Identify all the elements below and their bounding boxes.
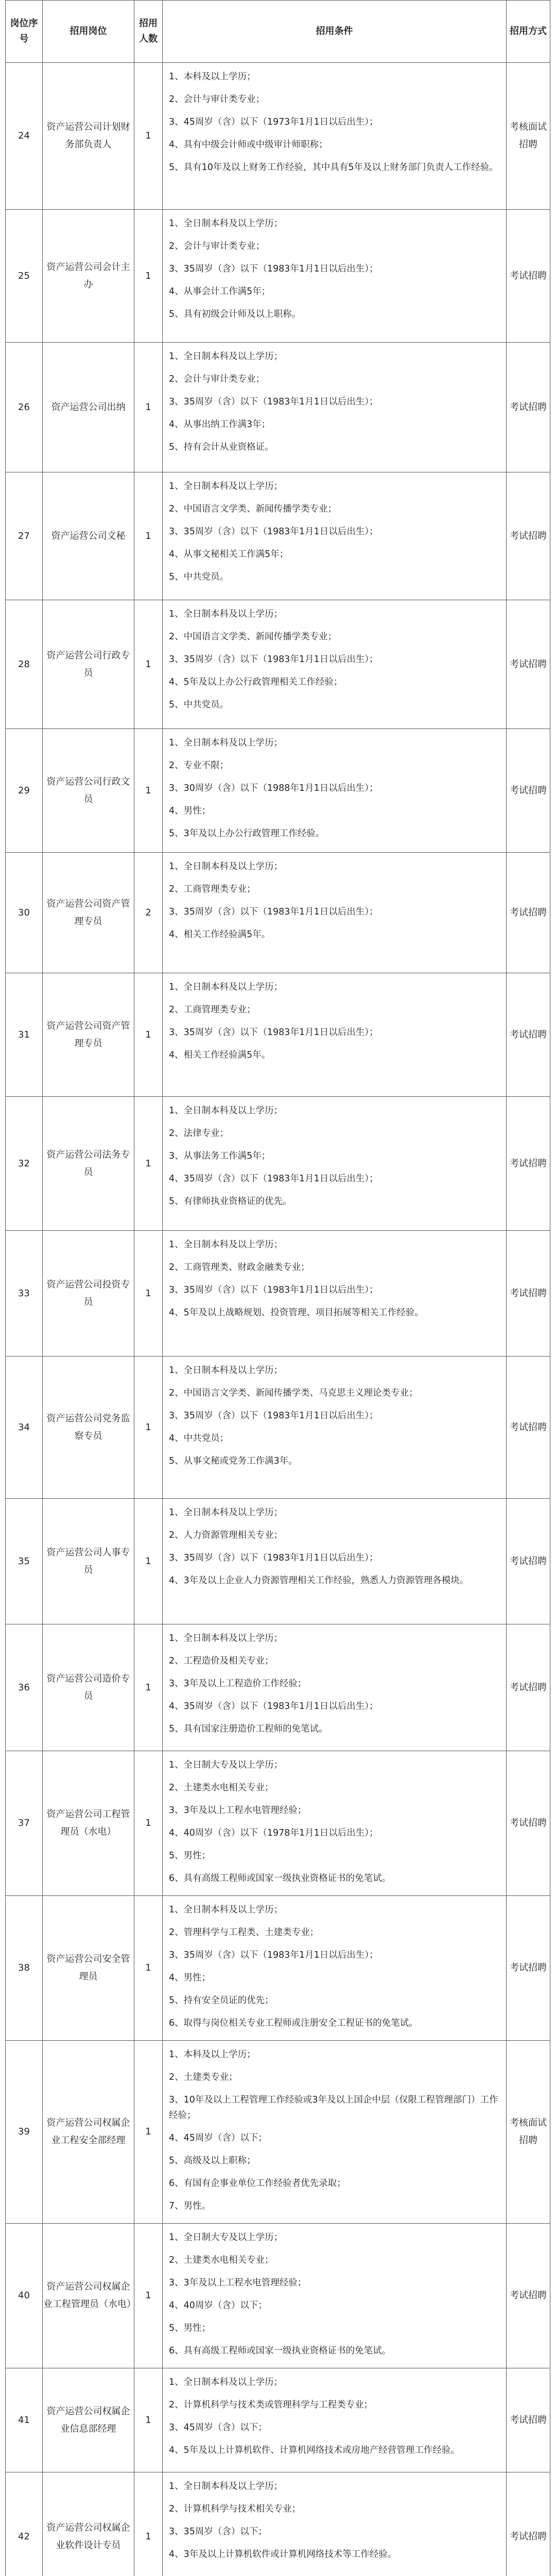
condition-line: 1、全日制本科及以上学历；	[169, 1633, 283, 1643]
position-no-cell-text: 36	[18, 1682, 30, 1693]
method-cell-text: 考试招聘	[510, 1158, 547, 1169]
position-name-cell-text: 资产运营公司党务监察专员	[46, 1413, 130, 1442]
position-no-cell-text: 39	[18, 2126, 30, 2137]
condition-line: 3、45周岁（含）以下；	[169, 2422, 267, 2433]
method-cell-text: 考试招聘	[510, 1555, 547, 1567]
position-name-cell	[43, 600, 134, 729]
condition-line: 2、计算机科学与技术类或管理科学与工程类专业；	[169, 2400, 373, 2410]
headcount-cell-text: 1	[145, 130, 151, 141]
condition-line: 4、相关工作经验满5年。	[169, 929, 271, 940]
method-cell-text: 考试招聘	[510, 1421, 547, 1433]
method-cell	[507, 973, 550, 1097]
headcount-cell	[134, 1357, 163, 1499]
condition-line: 1、全日制大专及以上学历；	[169, 1760, 283, 1770]
position-no-cell-text: 42	[18, 2531, 30, 2542]
position-name-cell	[43, 472, 134, 600]
method-cell	[507, 853, 550, 973]
position-name-cell-text: 资产运营公司权属企业软件设计专员	[46, 2522, 130, 2551]
headcount-cell-text: 1	[145, 1682, 151, 1693]
condition-line: 2、法律专业；	[169, 1128, 229, 1139]
table-row	[6, 729, 550, 853]
headcount-cell	[134, 1751, 163, 1896]
condition-line: 5、高级及以上职称；	[169, 2156, 256, 2166]
position-no-cell-text: 40	[18, 2290, 30, 2301]
condition-line: 3、从事法务工作满5年；	[169, 1151, 271, 1161]
table-row	[6, 1499, 550, 1624]
condition-line: 4、40周岁（含）以下（1978年1月1日以后出生）；	[169, 1828, 378, 1838]
headcount-cell	[134, 1499, 163, 1624]
condition-line: 4、从事会计工作满5年；	[169, 286, 271, 297]
table-row	[6, 973, 550, 1097]
position-no-cell	[6, 1499, 43, 1624]
position-name-cell	[43, 973, 134, 1097]
condition-line: 4、3年及以上计算机软件或计算机网络技术等工作经验。	[169, 2549, 397, 2560]
position-no-cell-text: 33	[18, 1287, 30, 1299]
condition-line: 1、本科及以上学历；	[169, 72, 256, 82]
method-cell-text: 考核面试招聘	[510, 122, 547, 150]
condition-line: 4、5年及以上计算机软件、计算机网络技术或房地产经营管理工作经验。	[169, 2445, 460, 2455]
header-position-no: 岗位序号	[6, 1, 43, 63]
position-name-cell-text: 资产运营公司造价专员	[46, 1673, 130, 1702]
position-no-cell	[6, 2368, 43, 2472]
condition-line: 4、从事文秘相关工作满5年；	[169, 549, 289, 560]
condition-line: 2、专业不限；	[169, 760, 229, 771]
position-name-cell	[43, 2224, 134, 2368]
position-name-cell	[43, 2368, 134, 2472]
condition-line: 5、持有会计从业资格证。	[169, 442, 274, 452]
method-cell	[507, 343, 550, 472]
condition-line: 3、35周岁（含）以下（1983年1月1日以后出生）；	[169, 1285, 378, 1295]
conditions-cell	[163, 210, 507, 343]
method-cell	[507, 600, 550, 729]
header-method: 招用方式	[507, 1, 550, 63]
condition-line: 5、有律师执业资格证的优先。	[169, 1196, 292, 1207]
method-cell	[507, 1357, 550, 1499]
table-row	[6, 210, 550, 343]
method-cell	[507, 1231, 550, 1357]
method-cell	[507, 472, 550, 600]
condition-line: 1、全日制本科及以上学历；	[169, 982, 283, 992]
condition-line: 1、全日制本科及以上学历；	[169, 1365, 283, 1376]
condition-line: 1、全日制本科及以上学历；	[169, 1240, 283, 1250]
header-count: 招用人数	[134, 1, 163, 63]
condition-line: 2、土建类水电相关专业；	[169, 1783, 274, 1793]
conditions-cell	[163, 1624, 507, 1751]
headcount-cell	[134, 63, 163, 210]
position-name-cell	[43, 210, 134, 343]
position-no-cell-text: 38	[18, 1962, 30, 1973]
position-no-cell-text: 27	[18, 530, 30, 541]
position-no-cell	[6, 1357, 43, 1499]
position-no-cell	[6, 63, 43, 210]
position-no-cell-text: 24	[18, 130, 30, 141]
condition-line: 5、男性；	[169, 2323, 211, 2333]
condition-line: 2、中国语言文学类、新闻传播学类专业；	[169, 504, 337, 514]
condition-line: 5、男性；	[169, 1851, 211, 1861]
position-name-cell	[43, 1357, 134, 1499]
condition-line: 2、会计与审计类专业；	[169, 241, 265, 251]
table-row	[6, 63, 550, 210]
position-name-cell	[43, 1231, 134, 1357]
condition-line: 2、中国语言文学类、新闻传播学类、马克思主义理论类专业；	[169, 1388, 418, 1398]
position-name-cell-text: 资产运营公司资产管理专员	[46, 898, 130, 927]
headcount-cell-text: 1	[145, 1421, 151, 1433]
headcount-cell	[134, 1231, 163, 1357]
condition-line: 2、工商管理类专业；	[169, 1005, 256, 1015]
position-name-cell-text: 资产运营公司行政专员	[46, 650, 130, 679]
headcount-cell	[134, 600, 163, 729]
condition-line: 3、35周岁（含）以下（1983年1月1日以后出生）；	[169, 397, 378, 407]
position-name-cell-text: 资产运营公司权属企业工程管理员（水电）	[43, 2281, 136, 2310]
method-cell	[507, 2041, 550, 2224]
condition-line: 1、全日制本科及以上学历；	[169, 609, 283, 619]
condition-line: 7、男性。	[169, 2201, 211, 2211]
condition-line: 2、计算机科学与技术相关专业；	[169, 2504, 301, 2514]
method-cell-text: 考试招聘	[510, 1682, 547, 1693]
method-cell-text: 考试招聘	[510, 401, 547, 413]
condition-line: 3、30周岁（含）以下（1988年1月1日以后出生）；	[169, 783, 378, 793]
conditions-cell	[163, 1357, 507, 1499]
method-cell-text: 考试招聘	[510, 658, 547, 670]
position-name-cell-text: 资产运营公司出纳	[51, 401, 126, 413]
condition-line: 2、人力资源管理相关专业；	[169, 1530, 283, 1540]
conditions-cell	[163, 343, 507, 472]
headcount-cell-text: 1	[145, 785, 151, 796]
headcount-cell	[134, 729, 163, 853]
condition-line: 3、35周岁（含）以下（1983年1月1日以后出生）；	[169, 527, 378, 537]
header-position: 招用岗位	[43, 1, 134, 63]
condition-line: 5、持有安全员证的优先；	[169, 1995, 274, 2006]
condition-line: 3、35周岁（含）以下（1983年1月1日以后出生）；	[169, 907, 378, 917]
position-name-cell-text: 资产运营公司人事专员	[46, 1547, 130, 1575]
condition-line: 2、土建类专业；	[169, 2072, 238, 2082]
condition-line: 5、从事文秘或党务工作满3年。	[169, 1456, 298, 1466]
method-cell-text: 考试招聘	[510, 1287, 547, 1299]
headcount-cell-text: 1	[145, 401, 151, 413]
headcount-cell-text: 1	[145, 270, 151, 281]
position-name-cell	[43, 1624, 134, 1751]
condition-line: 1、全日制本科及以上学历；	[169, 1507, 283, 1518]
method-cell	[507, 1499, 550, 1624]
condition-line: 3、35周岁（含）以下（1983年1月1日以后出生）；	[169, 1027, 378, 1038]
position-no-cell	[6, 600, 43, 729]
position-name-cell-text: 资产运营公司权属企业信息部经理	[46, 2405, 130, 2434]
table-header-row	[6, 1, 550, 63]
conditions-cell	[163, 600, 507, 729]
condition-line: 4、中共党员；	[169, 1433, 229, 1444]
headcount-cell	[134, 1624, 163, 1751]
condition-line: 6、取得与岗位相关专业工程师或注册安全工程证书的免笔试。	[169, 2018, 418, 2028]
method-cell-text: 考试招聘	[510, 530, 547, 541]
condition-line: 4、男性；	[169, 806, 211, 816]
condition-line: 4、5年及以上战略规划、投资管理、项目拓展等相关工作经验。	[169, 1308, 424, 1318]
headcount-cell-text: 1	[145, 1287, 151, 1299]
headcount-cell	[134, 2368, 163, 2472]
position-no-cell-text: 26	[18, 401, 30, 413]
method-cell	[507, 2368, 550, 2472]
position-name-cell	[43, 2472, 134, 2576]
condition-line: 6、具有高级工程师或国家一级执业资格证书的免笔试。	[169, 2346, 391, 2356]
position-no-cell	[6, 472, 43, 600]
method-cell-text: 考试招聘	[510, 907, 547, 918]
position-no-cell	[6, 2041, 43, 2224]
condition-line: 3、35周岁（含）以下（1983年1月1日以后出生）；	[169, 264, 378, 274]
method-cell	[507, 729, 550, 853]
condition-line: 4、相关工作经验满5年。	[169, 1050, 271, 1060]
condition-line: 2、中国语言文学类、新闻传播学类专业；	[169, 632, 337, 642]
headcount-cell-text: 1	[145, 1962, 151, 1973]
condition-line: 3、45周岁（含）以下（1973年1月1日以后出生）；	[169, 117, 378, 127]
condition-line: 2、管理科学与工程类、土建类专业；	[169, 1927, 319, 1938]
position-no-cell-text: 34	[18, 1421, 30, 1433]
condition-line: 5、3年及以上办公行政管理工作经验。	[169, 828, 325, 839]
condition-line: 2、工商管理类专业；	[169, 884, 256, 894]
position-name-cell-text: 资产运营公司投资专员	[46, 1279, 130, 1308]
position-no-cell	[6, 1097, 43, 1231]
condition-line: 2、会计与审计类专业；	[169, 94, 265, 105]
headcount-cell	[134, 210, 163, 343]
position-name-cell	[43, 63, 134, 210]
condition-line: 1、全日制本科及以上学历；	[169, 738, 283, 748]
condition-line: 3、35周岁（含）以下（1983年1月1日以后出生）；	[169, 654, 378, 665]
conditions-cell	[163, 1751, 507, 1896]
condition-line: 3、35周岁（含）以下（1983年1月1日以后出生）；	[169, 1411, 378, 1421]
table-row	[6, 1896, 550, 2041]
method-cell-text: 考试招聘	[510, 1818, 547, 1828]
position-no-cell-text: 37	[18, 1818, 30, 1828]
headcount-cell	[134, 1896, 163, 2041]
position-no-cell-text: 31	[18, 1029, 30, 1040]
headcount-cell-text: 1	[145, 1818, 151, 1828]
condition-line: 3、35周岁（含）以下（1983年1月1日以后出生）；	[169, 1950, 378, 1960]
headcount-cell-text: 1	[145, 1029, 151, 1040]
condition-line: 4、35周岁（含）以下（1983年1月1日以后出生）；	[169, 1174, 378, 1184]
position-no-cell-text: 41	[18, 2414, 30, 2426]
condition-line: 2、工程造价及相关专业；	[169, 1656, 274, 1666]
conditions-cell	[163, 853, 507, 973]
position-name-cell-text: 资产运营公司权属企业工程安全部经理	[46, 2117, 130, 2146]
condition-line: 1、全日制本科及以上学历；	[169, 351, 283, 362]
table-row	[6, 1097, 550, 1231]
condition-line: 2、会计与审计类专业；	[169, 374, 265, 384]
position-name-cell-text: 资产运营公司法务专员	[46, 1149, 130, 1178]
position-no-cell	[6, 1624, 43, 1751]
position-no-cell	[6, 853, 43, 973]
condition-line: 3、3年及以上工程造价工作经验；	[169, 1679, 307, 1689]
table-row	[6, 2224, 550, 2368]
position-name-cell	[43, 2041, 134, 2224]
position-name-cell	[43, 1499, 134, 1624]
table-row	[6, 600, 550, 729]
position-no-cell	[6, 210, 43, 343]
method-cell-text: 考试招聘	[510, 1029, 547, 1040]
table-row	[6, 1231, 550, 1357]
conditions-cell	[163, 729, 507, 853]
method-cell-text: 考核面试招聘	[510, 2117, 547, 2146]
position-name-cell-text: 资产运营公司资产管理专员	[46, 1020, 130, 1049]
condition-line: 4、40周岁（含）以下；	[169, 2300, 267, 2311]
position-no-cell	[6, 2224, 43, 2368]
position-no-cell-text: 25	[18, 270, 30, 281]
table-row	[6, 2041, 550, 2224]
recruitment-table-sheet	[5, 0, 550, 2576]
position-no-cell	[6, 973, 43, 1097]
headcount-cell	[134, 472, 163, 600]
condition-line: 1、全日制本科及以上学历；	[169, 481, 283, 492]
conditions-cell	[163, 2472, 507, 2576]
condition-line: 3、35周岁（含）以下；	[169, 2527, 267, 2537]
condition-line: 4、35周岁（含）以下（1983年1月1日以后出生）；	[169, 1701, 378, 1711]
table-row	[6, 1751, 550, 1896]
headcount-cell-text: 1	[145, 2290, 151, 2301]
condition-line: 3、3年及以上工程水电管理经验；	[169, 1805, 307, 1816]
table-row	[6, 472, 550, 600]
method-cell-text: 考试招聘	[510, 2290, 547, 2301]
headcount-cell	[134, 973, 163, 1097]
condition-line: 1、全日制本科及以上学历；	[169, 1905, 283, 1915]
method-cell	[507, 1751, 550, 1896]
condition-line: 1、全日制本科及以上学历；	[169, 218, 283, 229]
headcount-cell	[134, 2041, 163, 2224]
headcount-cell-text: 1	[145, 2531, 151, 2542]
condition-line: 5、中共党员。	[169, 700, 229, 710]
headcount-cell	[134, 2224, 163, 2368]
condition-line: 5、具有初级会计师及以上职称。	[169, 309, 301, 319]
conditions-cell	[163, 1499, 507, 1624]
conditions-cell	[163, 2224, 507, 2368]
table-row	[6, 2472, 550, 2576]
condition-line: 1、全日制本科及以上学历；	[169, 2481, 283, 2492]
condition-line: 6、具有高级工程师或国家一级执业资格证书的免笔试。	[169, 1873, 391, 1884]
condition-line: 4、5年及以上办公行政管理相关工作经验；	[169, 677, 343, 687]
table-row	[6, 2368, 550, 2472]
method-cell	[507, 210, 550, 343]
position-name-cell	[43, 1751, 134, 1896]
headcount-cell	[134, 2472, 163, 2576]
position-no-cell	[6, 343, 43, 472]
headcount-cell	[134, 343, 163, 472]
condition-line: 1、全日制本科及以上学历；	[169, 1106, 283, 1116]
conditions-cell	[163, 2368, 507, 2472]
condition-line: 2、工商管理类、财政金融类专业；	[169, 1262, 310, 1273]
position-no-cell-text: 32	[18, 1158, 30, 1169]
position-name-cell-text: 资产运营公司工程管理员（水电）	[46, 1809, 130, 1837]
condition-line: 1、全日制本科及以上学历；	[169, 2377, 283, 2387]
position-no-cell	[6, 1896, 43, 2041]
position-no-cell	[6, 2472, 43, 2576]
condition-line: 3、10年及以上工程管理工作经验或3年及以上国企中层（仅限工程管理部门）工作经验；	[169, 2095, 498, 2121]
conditions-cell	[163, 1896, 507, 2041]
headcount-cell-text: 1	[145, 1555, 151, 1567]
method-cell	[507, 1896, 550, 2041]
conditions-cell	[163, 1231, 507, 1357]
method-cell	[507, 2472, 550, 2576]
position-name-cell	[43, 729, 134, 853]
headcount-cell-text: 1	[145, 2126, 151, 2137]
method-cell-text: 考试招聘	[510, 2414, 547, 2426]
table-row	[6, 343, 550, 472]
condition-line: 3、3年及以上工程水电管理经验；	[169, 2278, 307, 2288]
method-cell-text: 考试招聘	[510, 270, 547, 281]
method-cell-text: 考试招聘	[510, 2531, 547, 2542]
condition-line: 4、具有中级会计师或中级审计师职称；	[169, 140, 328, 150]
conditions-cell	[163, 1097, 507, 1231]
condition-line: 4、从事出纳工作满3年；	[169, 419, 271, 430]
position-name-cell-text: 资产运营公司文秘	[51, 530, 126, 541]
position-name-cell	[43, 1896, 134, 2041]
condition-line: 1、全日制本科及以上学历；	[169, 861, 283, 872]
headcount-cell-text: 1	[145, 2414, 151, 2426]
position-name-cell-text: 资产运营公司会计主办	[46, 261, 130, 290]
position-no-cell	[6, 1751, 43, 1896]
method-cell	[507, 1624, 550, 1751]
condition-line: 1、全日制大专及以上学历；	[169, 2232, 283, 2243]
conditions-cell	[163, 2041, 507, 2224]
condition-line: 4、3年及以上企业人力资源管理相关工作经验，熟悉人力资源管理各模块。	[169, 1575, 469, 1586]
conditions-cell	[163, 472, 507, 600]
method-cell-text: 考试招聘	[510, 1962, 547, 1973]
condition-line: 1、本科及以上学历；	[169, 2049, 256, 2060]
method-cell	[507, 2224, 550, 2368]
position-name-cell-text: 资产运营公司计划财务部负责人	[46, 122, 130, 150]
table-row	[6, 853, 550, 973]
position-no-cell	[6, 1231, 43, 1357]
position-no-cell-text: 29	[18, 785, 30, 796]
position-name-cell	[43, 343, 134, 472]
condition-line: 4、45周岁（含）以下；	[169, 2133, 267, 2143]
table-row	[6, 1624, 550, 1751]
condition-line: 5、具有国家注册造价工程师的免笔试。	[169, 1724, 328, 1734]
headcount-cell	[134, 853, 163, 973]
headcount-cell	[134, 1097, 163, 1231]
conditions-cell	[163, 973, 507, 1097]
condition-line: 6、有国有企事业单位工作经验者优先录取；	[169, 2178, 346, 2189]
condition-line: 4、男性；	[169, 1973, 211, 1983]
position-no-cell-text: 28	[18, 658, 30, 670]
headcount-cell-text: 1	[145, 1158, 151, 1169]
headcount-cell-text: 1	[145, 530, 151, 541]
header-conditions: 招用条件	[163, 1, 507, 63]
position-name-cell	[43, 1097, 134, 1231]
headcount-cell-text: 1	[145, 658, 151, 670]
conditions-cell	[163, 63, 507, 210]
method-cell-text: 考试招聘	[510, 785, 547, 796]
condition-line: 3、35周岁（含）以下（1983年1月1日以后出生）；	[169, 1553, 378, 1563]
table-row	[6, 1357, 550, 1499]
position-name-cell	[43, 853, 134, 973]
position-name-cell-text: 资产运营公司行政文员	[46, 776, 130, 805]
position-no-cell-text: 35	[18, 1555, 30, 1567]
headcount-cell-text: 2	[145, 907, 151, 918]
position-no-cell-text: 30	[18, 907, 30, 918]
position-no-cell	[6, 729, 43, 853]
method-cell	[507, 1097, 550, 1231]
method-cell	[507, 63, 550, 210]
table-body	[6, 63, 550, 2576]
condition-line: 5、具有10年及以上财务工作经验，其中具有5年及以上财务部门负责人工作经验。	[169, 162, 498, 173]
condition-line: 5、中共党员。	[169, 572, 229, 582]
position-name-cell-text: 资产运营公司安全管理员	[46, 1954, 130, 1982]
recruitment-table	[5, 0, 550, 2576]
condition-line: 2、土建类水电相关专业；	[169, 2255, 274, 2265]
